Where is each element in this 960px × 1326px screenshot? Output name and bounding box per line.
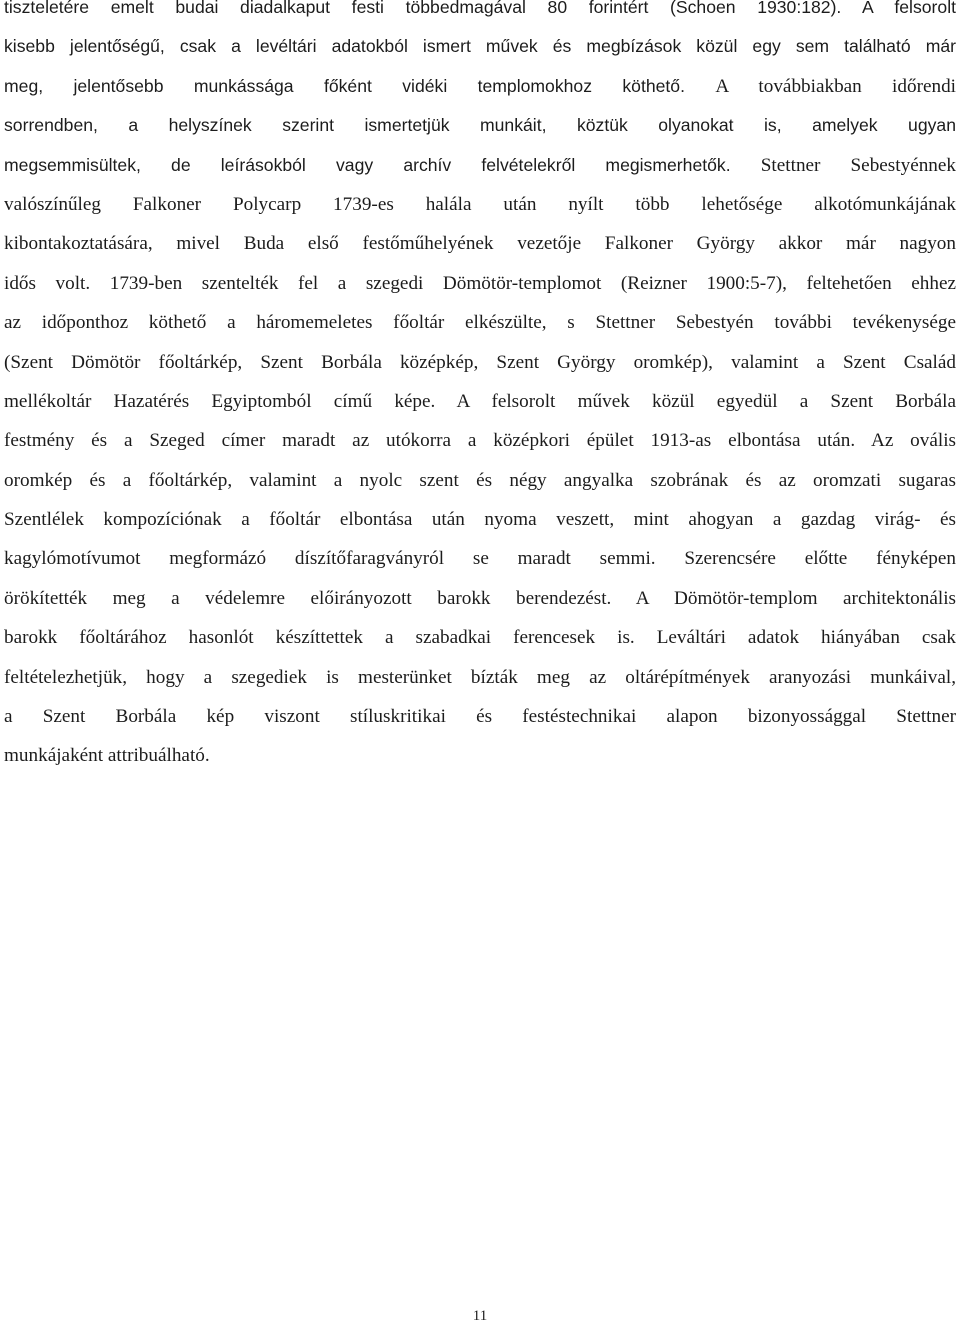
text-segment: A továbbiakban időrendi <box>715 75 956 97</box>
text-line: valószínűleg Falkoner Polycarp 1739-es halála után nyílt több lehetősége alkotómunkájának <box>4 193 956 215</box>
text-line <box>4 67 956 106</box>
text-line: mellékoltár Hazatérés Egyiptomból című képe. A felsorolt művek közül egyedül a Szent Borbála <box>4 390 956 412</box>
text-line: Szentlélek kompozíciónak a főoltár elbontása után nyoma veszett, mint ahogyan a gazdag virág- és <box>4 509 956 531</box>
text-line: munkájaként attribuálható. <box>4 745 210 767</box>
text-line <box>4 146 956 185</box>
text-line: barokk főoltárához hasonlót készíttettek a szabadkai ferencesek is. Leváltári adatok hiányában csak <box>4 627 956 649</box>
text-line: idős volt. 1739-ben szentelték fel a szegedi Dömötör-templomot (Reizner 1900:5-7), feltehetően ehhez <box>4 272 956 294</box>
text-line: kisebb jelentőségű, csak a levéltári adatokból ismert művek és megbízások közül egy sem található már <box>4 36 956 57</box>
body-text <box>4 0 956 776</box>
text-segment: meg, jelentősebb munkássága főként vidéki templomokhoz köthető. <box>4 75 685 96</box>
text-line: örökítették meg a védelemre előirányozott barokk berendezést. A Dömötör-templom architektonális <box>4 587 956 609</box>
page-number: 11 <box>472 1308 488 1324</box>
text-line: kibontakoztatására, mivel Buda első festőműhelyének vezetője Falkoner György akkor már nagyon <box>4 233 956 255</box>
text-line: az időponthoz köthető a háromemeletes főoltár elkészülte, s Stettner Sebestyén további tevékenysége <box>4 312 956 334</box>
text-line: (Szent Dömötör főoltárkép, Szent Borbála középkép, Szent György oromkép), valamint a Szent Család <box>4 351 956 373</box>
text-segment: megsemmisültek, de leírásokból vagy archív felvételekről megismerhetők. <box>4 154 731 175</box>
text-line: a Szent Borbála kép viszont stíluskritikai és festéstechnikai alapon bizonyossággal Stettner <box>4 706 956 728</box>
text-line: oromkép és a főoltárkép, valamint a nyolc szent és négy angyalka szobrának és az oromzati sugaras <box>4 469 956 491</box>
text-line: feltételezhetjük, hogy a szegediek is mesterünket bízták meg az oltárépítmények aranyozási munkáival, <box>4 666 956 688</box>
text-segment: Stettner Sebestyénnek <box>760 154 956 176</box>
text-line: festmény és a Szeged címer maradt az utókorra a középkori épület 1913-as elbontása után. Az ovális <box>4 430 956 452</box>
text-line: kagylómotívumot megformázó díszítőfaragványról se maradt semmi. Szerencsére előtte fényképen <box>4 548 956 570</box>
text-line: sorrendben, a helyszínek szerint ismertetjük munkáit, köztük olyanokat is, amelyek ugyan <box>4 115 956 136</box>
text-line: tiszteletére emelt budai diadalkaput festi többedmagával 80 forintért (Schoen 1930:182). A felsorolt <box>4 0 956 17</box>
